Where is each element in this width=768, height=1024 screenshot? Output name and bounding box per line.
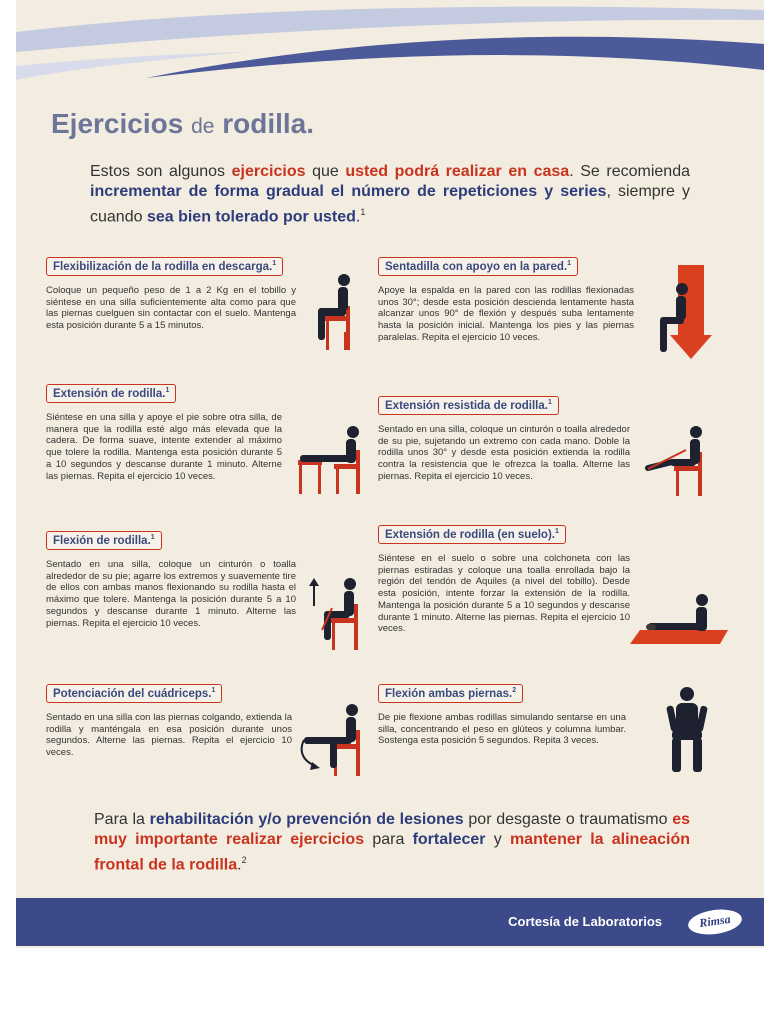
footnote-ref: 1 [567, 260, 572, 268]
closing-emphasis: fortalecer [412, 831, 486, 848]
section-body: Siéntese en el suelo o sobre una colchoneta con las piernas estiradas y coloque una toalla enrollada bajo la región del tendón de Aquiles (a nivel del tobillo). Desde esta posición, intente forzar la extensión de la rodilla. Mantenga la posición durante 5 a 10 segundos y descanse durante 1 minuto. Alterne las piernas. Repita el ejercicio 10 veces. [378, 553, 630, 635]
section-title-text: Flexibilización de la rodilla en descarga. [53, 261, 273, 273]
footer-courtesy-text: Cortesía de Laboratorios [508, 914, 662, 929]
closing-text: . [237, 856, 242, 874]
title-period: . [306, 108, 315, 139]
title-word-ejercicios: Ejercicios [51, 108, 184, 139]
closing-text: para [364, 831, 413, 848]
closing-text: por desgaste o traumatismo [463, 811, 673, 828]
page-title [51, 108, 314, 140]
intro-text: Estos son algunos [90, 163, 232, 180]
section-body: Sentado en una silla, coloque un cinturón o toalla alrededor de su pie, sujetando un extremo con cada mano. Doble la rodilla unos 30° y desde esta posición extienda la rodilla contra la resistencia que le ofrezca la toalla. Alterne las piernas. Repita el ejercicio 10 veces. [378, 424, 630, 482]
intro-text: , siempre y cuando [90, 183, 691, 226]
title-word-de: de [191, 115, 215, 138]
section-body: Sentado en una silla con las piernas colgando, extienda la rodilla y manténgala en esa posición durante unos segundos. Alterne las piernas. Repita el ejercicio 10 veces. [46, 712, 292, 759]
section-title [46, 257, 283, 276]
intro-emphasis: incrementar de forma gradual el número de repeticiones y series [90, 183, 607, 200]
closing-emphasis: rehabilitación y/o prevención de lesiones [149, 811, 464, 828]
header-swoosh-graphic [16, 0, 764, 100]
footnote-ref: 1 [360, 207, 366, 217]
footnote-ref: 1 [165, 387, 170, 395]
section-title [46, 684, 222, 703]
section-title [378, 396, 559, 415]
section-body: Siéntese en una silla y apoye el pie sobre otra silla, de manera que la rodilla esté algo más elevada que la cadera. De forma suave, intente extender al máximo que tolere la rodilla. Mantenga esta posición durante 5 a 10 segundos y descanse durante 1 minuto. Alterne las piernas. Repita el ejercicio 10 veces. [46, 412, 282, 482]
section-title [46, 531, 162, 550]
footnote-ref: 1 [547, 399, 552, 407]
footnote-ref: 1 [272, 260, 277, 268]
section-title [378, 684, 523, 703]
footnote-ref: 1 [554, 528, 559, 536]
footnote-ref: 2 [241, 855, 247, 865]
section-title-text: Flexión de rodilla. [53, 535, 151, 547]
brochure-sheet [16, 0, 764, 948]
section-flexion-ambas [378, 684, 698, 747]
section-body: Coloque un pequeño peso de 1 a 2 Kg en el tobillo y siéntese en una silla suficientemente alta como para que las piernas cuelguen sin contactar con el suelo. Mantenga esta posición durante 5 a 15 minutos. [46, 285, 296, 332]
section-sentadilla [378, 257, 698, 344]
footer-band [16, 898, 764, 946]
section-title [378, 525, 566, 544]
resisted-extension-illustration [644, 420, 720, 496]
intro-highlight: ejercicios [231, 163, 306, 180]
seated-figure-illustration [306, 270, 366, 352]
section-title-text: Sentadilla con apoyo en la pared. [385, 261, 568, 273]
standing-squat-illustration [662, 684, 712, 776]
closing-highlight: mantener la alineación frontal de la rodilla [94, 831, 691, 874]
section-title [378, 257, 578, 276]
section-body: De pie flexione ambas rodillas simulando sentarse en una silla, concentrando el peso en glúteos y columna lumbar. Sostenga esta posición 5 segundos. Repita 3 veces. [378, 712, 626, 747]
quadriceps-illustration [296, 700, 372, 776]
title-word-rodilla: rodilla [222, 108, 307, 139]
section-body: Sentado en una silla, coloque un cinturón o toalla alrededor de su pie; agarre los extremos y suavemente tire de ellos con ambas manos flexionando su rodilla hasta el máximo que tolere. Mantenga la posición durante 5 a 10 segundos y descanse durante 1 minuto. Alterne las piernas. Repita el ejercicio 10 veces. [46, 559, 296, 629]
section-title-text: Flexión ambas piernas. [385, 688, 513, 700]
leg-extension-two-chairs-illustration [296, 420, 372, 498]
wall-squat-illustration [656, 265, 718, 360]
footnote-ref: 1 [150, 534, 155, 542]
section-title-text: Extensión resistida de rodilla. [385, 400, 548, 412]
knee-flexion-illustration [302, 572, 368, 652]
closing-paragraph [94, 810, 690, 875]
intro-text: . [355, 208, 361, 226]
footnote-ref: 1 [211, 687, 216, 695]
rimsa-logo [687, 906, 744, 937]
section-body: Apoye la espalda en la pared con las rodillas flexionadas unos 30°; desde esta posición descienda lentamente hasta alcanzar unos 90° de flexión y después suba lentamente hasta la posición inicial. Mantenga los pies y las piernas paralelas. Repita el ejercicio 10 veces. [378, 285, 634, 343]
section-title-text: Extensión de rodilla (en suelo). [385, 529, 555, 541]
intro-emphasis: sea bien tolerado por usted [146, 208, 356, 226]
closing-text: Para la [94, 811, 150, 828]
intro-text: que [305, 163, 346, 180]
intro-text: . Se recomienda [569, 163, 690, 180]
closing-highlight: es muy importante realizar ejercicios [94, 811, 691, 848]
section-title-text: Extensión de rodilla. [53, 388, 166, 400]
rimsa-logo-text: Rimsa [698, 911, 732, 931]
footnote-ref: 2 [512, 687, 517, 695]
floor-extension-illustration [628, 590, 728, 646]
section-title [46, 384, 176, 403]
intro-highlight: usted podrá realizar en casa [345, 163, 570, 180]
closing-text: y [485, 831, 510, 848]
intro-paragraph [90, 162, 690, 227]
section-title-text: Potenciación del cuádriceps. [53, 688, 212, 700]
